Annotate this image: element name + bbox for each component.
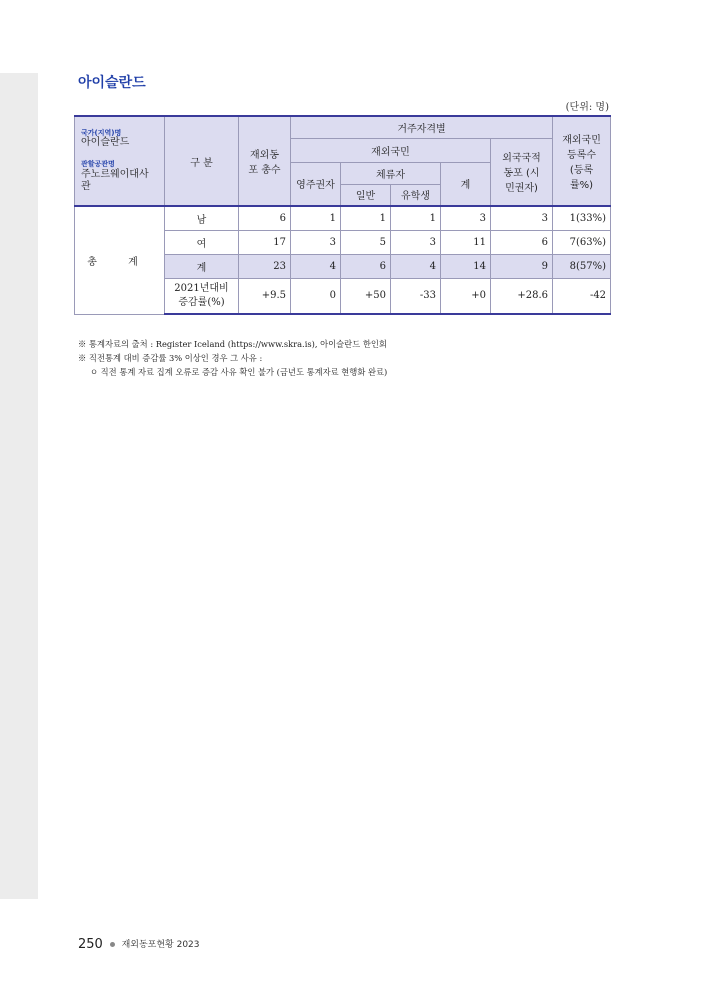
cell-student: -33: [391, 278, 441, 314]
header-total: 재외동포 총수: [239, 116, 291, 206]
header-general: 일반: [341, 184, 391, 206]
side-margin-bar: [0, 73, 38, 899]
cell-subtotal: 3: [441, 206, 491, 230]
cell-total: 23: [239, 254, 291, 278]
cell-student: 4: [391, 254, 441, 278]
row-label: 남: [165, 206, 239, 230]
row-label: [165, 278, 239, 314]
footnote-reason: ※ 직전통계 대비 증감률 3% 이상인 경우 그 사유 :: [78, 353, 263, 363]
header-subtotal: 계: [441, 162, 491, 206]
cell-general: 6: [341, 254, 391, 278]
cell-general: 1: [341, 206, 391, 230]
cell-permanent: 1: [291, 206, 341, 230]
row-label-line2: 증감률(%): [178, 296, 225, 308]
cell-registered: 8(57%): [553, 254, 611, 278]
bullet-dot-icon: [110, 942, 115, 947]
header-sojourner: 체류자: [341, 162, 441, 184]
cell-permanent: 4: [291, 254, 341, 278]
country-name: 아이슬란드: [81, 137, 130, 149]
cell-registered: -42: [553, 278, 611, 314]
header-residence-status: 거주자격별: [291, 116, 553, 138]
cell-general: +50: [341, 278, 391, 314]
office-name: 주노르웨이대사관: [81, 168, 149, 192]
page-footer: [78, 937, 200, 952]
cell-total: 17: [239, 230, 291, 254]
footnote-reason-detail: ㅇ 직전 통계 자료 집계 오류로 증감 사유 확인 불가 (금년도 통계자료 현행화 완료): [90, 367, 388, 377]
cell-registered: 7(63%): [553, 230, 611, 254]
cell-permanent: 3: [291, 230, 341, 254]
publication-name: 재외동포현황 2023: [121, 940, 200, 950]
cell-foreign: +28.6: [491, 278, 553, 314]
country-title: 아이슬란드: [78, 75, 146, 91]
footnotes: [78, 337, 387, 379]
cell-student: 3: [391, 230, 441, 254]
group-label: 총 계: [75, 206, 165, 314]
header-foreign-national: 외국국적동포 (시민권자): [491, 138, 553, 206]
corner-cell: [75, 116, 165, 206]
cell-registered: 1(33%): [553, 206, 611, 230]
cell-foreign: 3: [491, 206, 553, 230]
cell-subtotal: 14: [441, 254, 491, 278]
cell-foreign: 9: [491, 254, 553, 278]
cell-permanent: 0: [291, 278, 341, 314]
cell-foreign: 6: [491, 230, 553, 254]
cell-subtotal: +0: [441, 278, 491, 314]
row-label: 계: [165, 254, 239, 278]
cell-general: 5: [341, 230, 391, 254]
header-permanent-resident: 영주권자: [291, 162, 341, 206]
page-number: 250: [78, 937, 103, 952]
header-category: 구 분: [165, 116, 239, 206]
header-registered: 재외국민 등록수 (등록률%): [553, 116, 611, 206]
cell-subtotal: 11: [441, 230, 491, 254]
office-label: 관할공관명: [81, 159, 115, 168]
header-overseas-nationals: 재외국민: [291, 138, 491, 162]
country-label: 국가(지역)명: [81, 128, 122, 137]
unit-note: (단위: 명): [565, 102, 609, 113]
table-row: [75, 206, 611, 230]
row-label-line1: 2021년대비: [174, 282, 229, 294]
cell-student: 1: [391, 206, 441, 230]
header-student: 유학생: [391, 184, 441, 206]
row-label: 여: [165, 230, 239, 254]
footnote-source: ※ 통계자료의 출처 : Register Iceland (https://www.skra.is), 아이슬란드 한인회: [78, 339, 387, 349]
cell-total: 6: [239, 206, 291, 230]
cell-total: +9.5: [239, 278, 291, 314]
statistics-table: [74, 115, 611, 315]
